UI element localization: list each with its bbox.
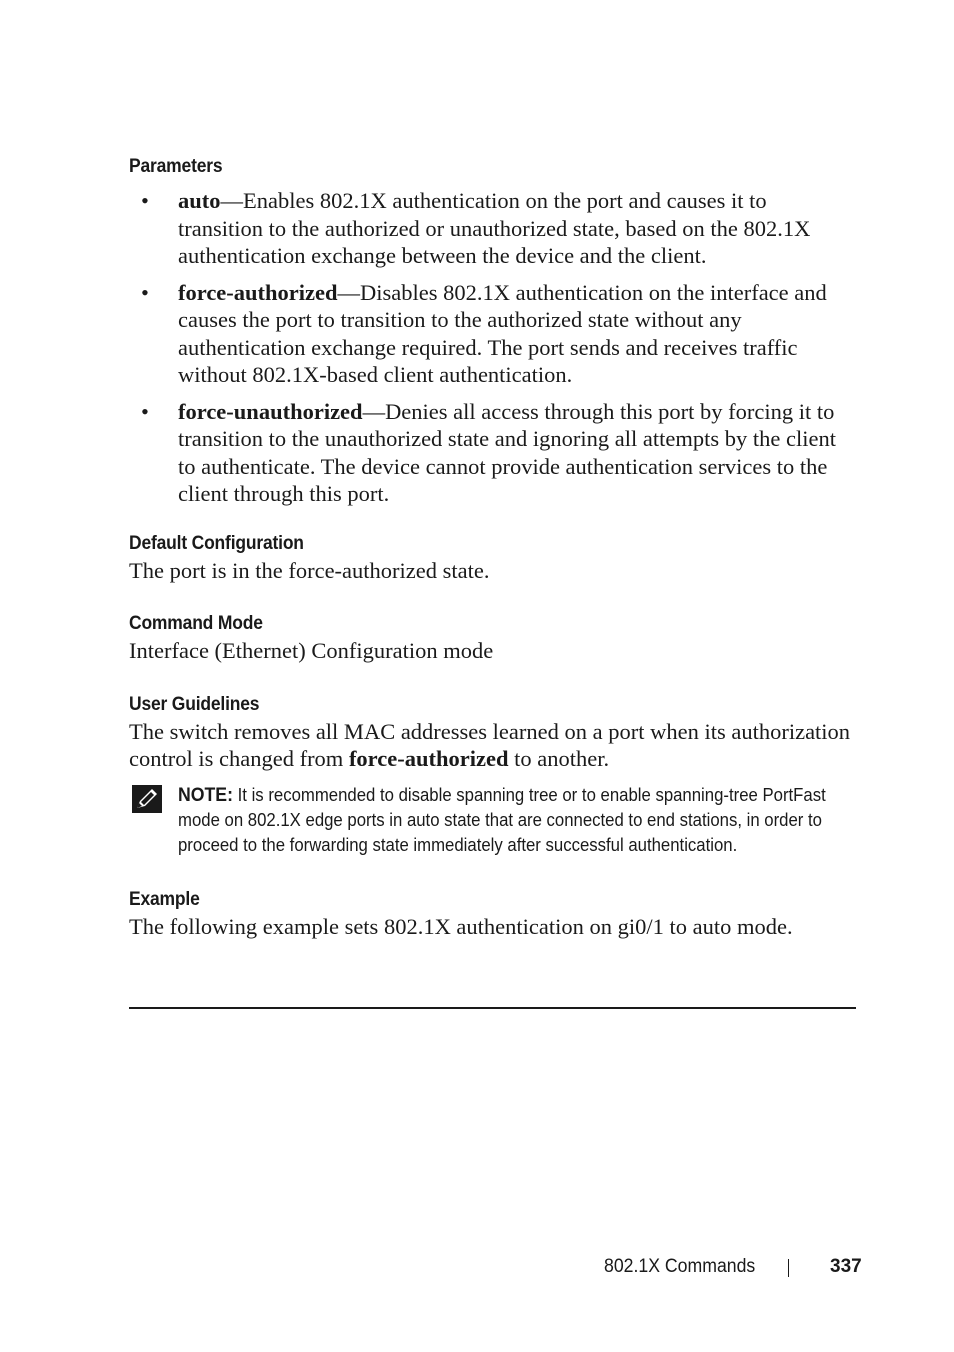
param-term: auto — [178, 188, 221, 213]
user-guidelines-term: force-authorized — [348, 746, 509, 771]
user-guidelines-section — [129, 693, 856, 773]
example-text: The following example sets 802.1X authentication on gi0/1 to auto mode. — [129, 913, 793, 939]
parameters-heading: Parameters — [129, 156, 223, 177]
bullet-icon: • — [141, 188, 149, 213]
command-mode-heading: Command Mode — [129, 613, 263, 634]
note-text — [178, 783, 838, 858]
default-configuration-heading: Default Configuration — [129, 532, 304, 554]
note-body: It is recommended to disable spanning tree or to enable spanning-tree PortFast mode on 802.1X edge ports in auto state that are connected to end stations, in order to proceed to the forwarding state immediately after successful authentication. — [178, 784, 826, 855]
page-number: 337 — [830, 1256, 862, 1277]
parameters-list — [129, 187, 856, 508]
example-heading: Example — [129, 888, 200, 910]
horizontal-rule — [129, 1007, 856, 1009]
user-guidelines-text — [129, 718, 856, 773]
command-mode-text: Interface (Ethernet) Configuration mode — [129, 638, 494, 663]
param-description: —Enables 802.1X authentication on the port and causes it to transition to the authorized or unauthorized state, based on the 802.1X authentication exchange between the device and the client. — [178, 188, 811, 268]
param-term: force-unauthorized — [178, 398, 363, 424]
param-description: —Disables 802.1X authentication on the interface and causes the port to transition to the authorized state without any authentication exchange required. The port sends and receives traffic without 802.1X-based client authentication. — [178, 279, 827, 387]
list-item — [129, 279, 856, 389]
example-section — [129, 888, 856, 941]
note-pencil-icon — [132, 785, 162, 813]
default-configuration-section — [129, 532, 856, 585]
list-item — [129, 398, 856, 508]
user-guidelines-text-before: The switch removes all MAC addresses learned on a port when its authorization control is changed from — [129, 718, 851, 771]
user-guidelines-heading: User Guidelines — [129, 693, 260, 715]
note-label: NOTE: — [178, 784, 233, 806]
page-content — [129, 155, 856, 940]
bullet-icon: • — [141, 398, 149, 424]
param-term: force-authorized — [178, 279, 338, 305]
default-configuration-text: The port is in the force-authorized state. — [129, 557, 490, 583]
footer-divider — [788, 1259, 789, 1277]
bullet-icon: • — [141, 279, 149, 305]
param-description: —Denies all access through this port by forcing it to transition to the unauthorized state and ignoring all attempts by the client to authenticate. The device cannot provide authentication services to the client through this port. — [178, 398, 836, 506]
user-guidelines-text-after: to another. — [508, 746, 610, 771]
list-item — [129, 187, 856, 270]
note-box — [129, 783, 856, 858]
footer-section-name: 802.1X Commands — [604, 1256, 756, 1277]
command-mode-section — [129, 612, 856, 665]
